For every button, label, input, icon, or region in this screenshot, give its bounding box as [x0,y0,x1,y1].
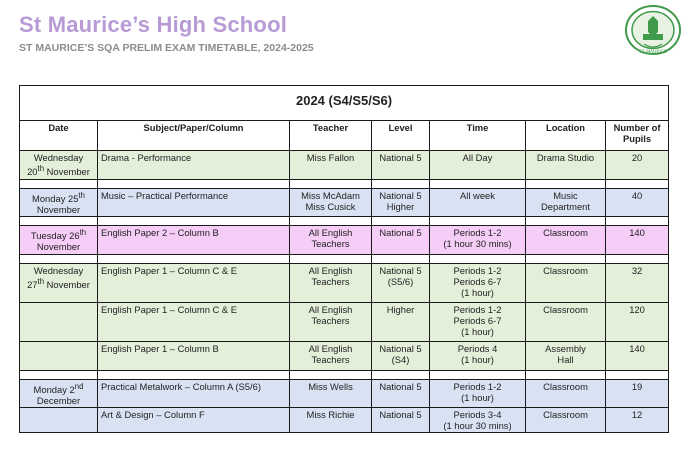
level-cell: National 5 [372,151,430,180]
date-cell: Tuesday 26th November [20,226,98,255]
pupils-cell: 19 [606,379,669,408]
date-cell [20,302,98,341]
spacer-row [20,179,669,188]
time-cell: Periods 4 (1 hour) [430,341,526,370]
pupils-cell: 20 [606,151,669,180]
location-cell: Classroom [526,226,606,255]
teacher-cell: All English Teachers [290,341,372,370]
spacer-row [20,254,669,263]
table-row [20,379,669,408]
date-cell: Monday 2nd December [20,379,98,408]
subject-cell: English Paper 1 – Column B [98,341,290,370]
time-cell: Periods 1-2 Periods 6-7 (1 hour) [430,302,526,341]
table-row [20,226,669,255]
date-cell: Monday 25th November [20,188,98,217]
date-cell [20,341,98,370]
level-cell: Higher [372,302,430,341]
location-cell: Classroom [526,408,606,432]
column-header-subject: Subject/Paper/Column [98,121,290,151]
subject-cell: Music – Practical Performance [98,188,290,217]
time-cell: All Day [430,151,526,180]
time-cell: Periods 1-2 Periods 6-7 (1 hour) [430,263,526,302]
teacher-cell: All English Teachers [290,263,372,302]
table-row [20,263,669,302]
level-cell: National 5 [372,379,430,408]
teacher-cell: Miss Fallon [290,151,372,180]
pupils-cell: 140 [606,341,669,370]
level-cell: National 5 (S4) [372,341,430,370]
school-name: St Maurice’s High School [19,12,288,37]
teacher-cell: Miss Richie [290,408,372,432]
subject-cell: English Paper 1 – Column C & E [98,302,290,341]
pupils-cell: 140 [606,226,669,255]
spacer-row [20,217,669,226]
subject-cell: Drama - Performance [98,151,290,180]
level-cell: National 5 (S5/6) [372,263,430,302]
school-crest-icon [624,4,682,56]
spacer-row [20,370,669,379]
level-cell: National 5 [372,408,430,432]
time-cell: Periods 1-2 (1 hour 30 mins) [430,226,526,255]
location-cell: Music Department [526,188,606,217]
level-cell: National 5 [372,226,430,255]
table-row [20,341,669,370]
time-cell: All week [430,188,526,217]
column-header-level: Level [372,121,430,151]
subject-cell: English Paper 1 – Column C & E [98,263,290,302]
column-header-pupils: Number of Pupils [606,121,669,151]
location-cell: Classroom [526,379,606,408]
column-header-teacher: Teacher [290,121,372,151]
subject-cell: English Paper 2 – Column B [98,226,290,255]
table-row [20,151,669,180]
date-cell: Wednesday 27th November [20,263,98,302]
subject-cell: Practical Metalwork – Column A (S5/6) [98,379,290,408]
svg-text:ST MAURICE: ST MAURICE [639,50,667,55]
pupils-cell: 120 [606,302,669,341]
level-cell: National 5 Higher [372,188,430,217]
teacher-cell: Miss Wells [290,379,372,408]
location-cell: Assembly Hall [526,341,606,370]
timetable-subtitle: ST MAURICE’S SQA PRELIM EXAM TIMETABLE, 2024-2025 [19,42,314,54]
table-row [20,408,669,432]
pupils-cell: 40 [606,188,669,217]
teacher-cell: All English Teachers [290,302,372,341]
pupils-cell: 32 [606,263,669,302]
location-cell: Classroom [526,302,606,341]
column-header-time: Time [430,121,526,151]
time-cell: Periods 3-4 (1 hour 30 mins) [430,408,526,432]
column-header-location: Location [526,121,606,151]
table-row [20,188,669,217]
pupils-cell: 12 [606,408,669,432]
location-cell: Drama Studio [526,151,606,180]
column-header-date: Date [20,121,98,151]
table-row [20,302,669,341]
time-cell: Periods 1-2 (1 hour) [430,379,526,408]
date-cell: Wednesday 20th November [20,151,98,180]
location-cell: Classroom [526,263,606,302]
table-title: 2024 (S4/S5/S6) [20,86,669,121]
exam-timetable [19,85,669,433]
subject-cell: Art & Design – Column F [98,408,290,432]
teacher-cell: All English Teachers [290,226,372,255]
teacher-cell: Miss McAdam Miss Cusick [290,188,372,217]
date-cell [20,408,98,432]
